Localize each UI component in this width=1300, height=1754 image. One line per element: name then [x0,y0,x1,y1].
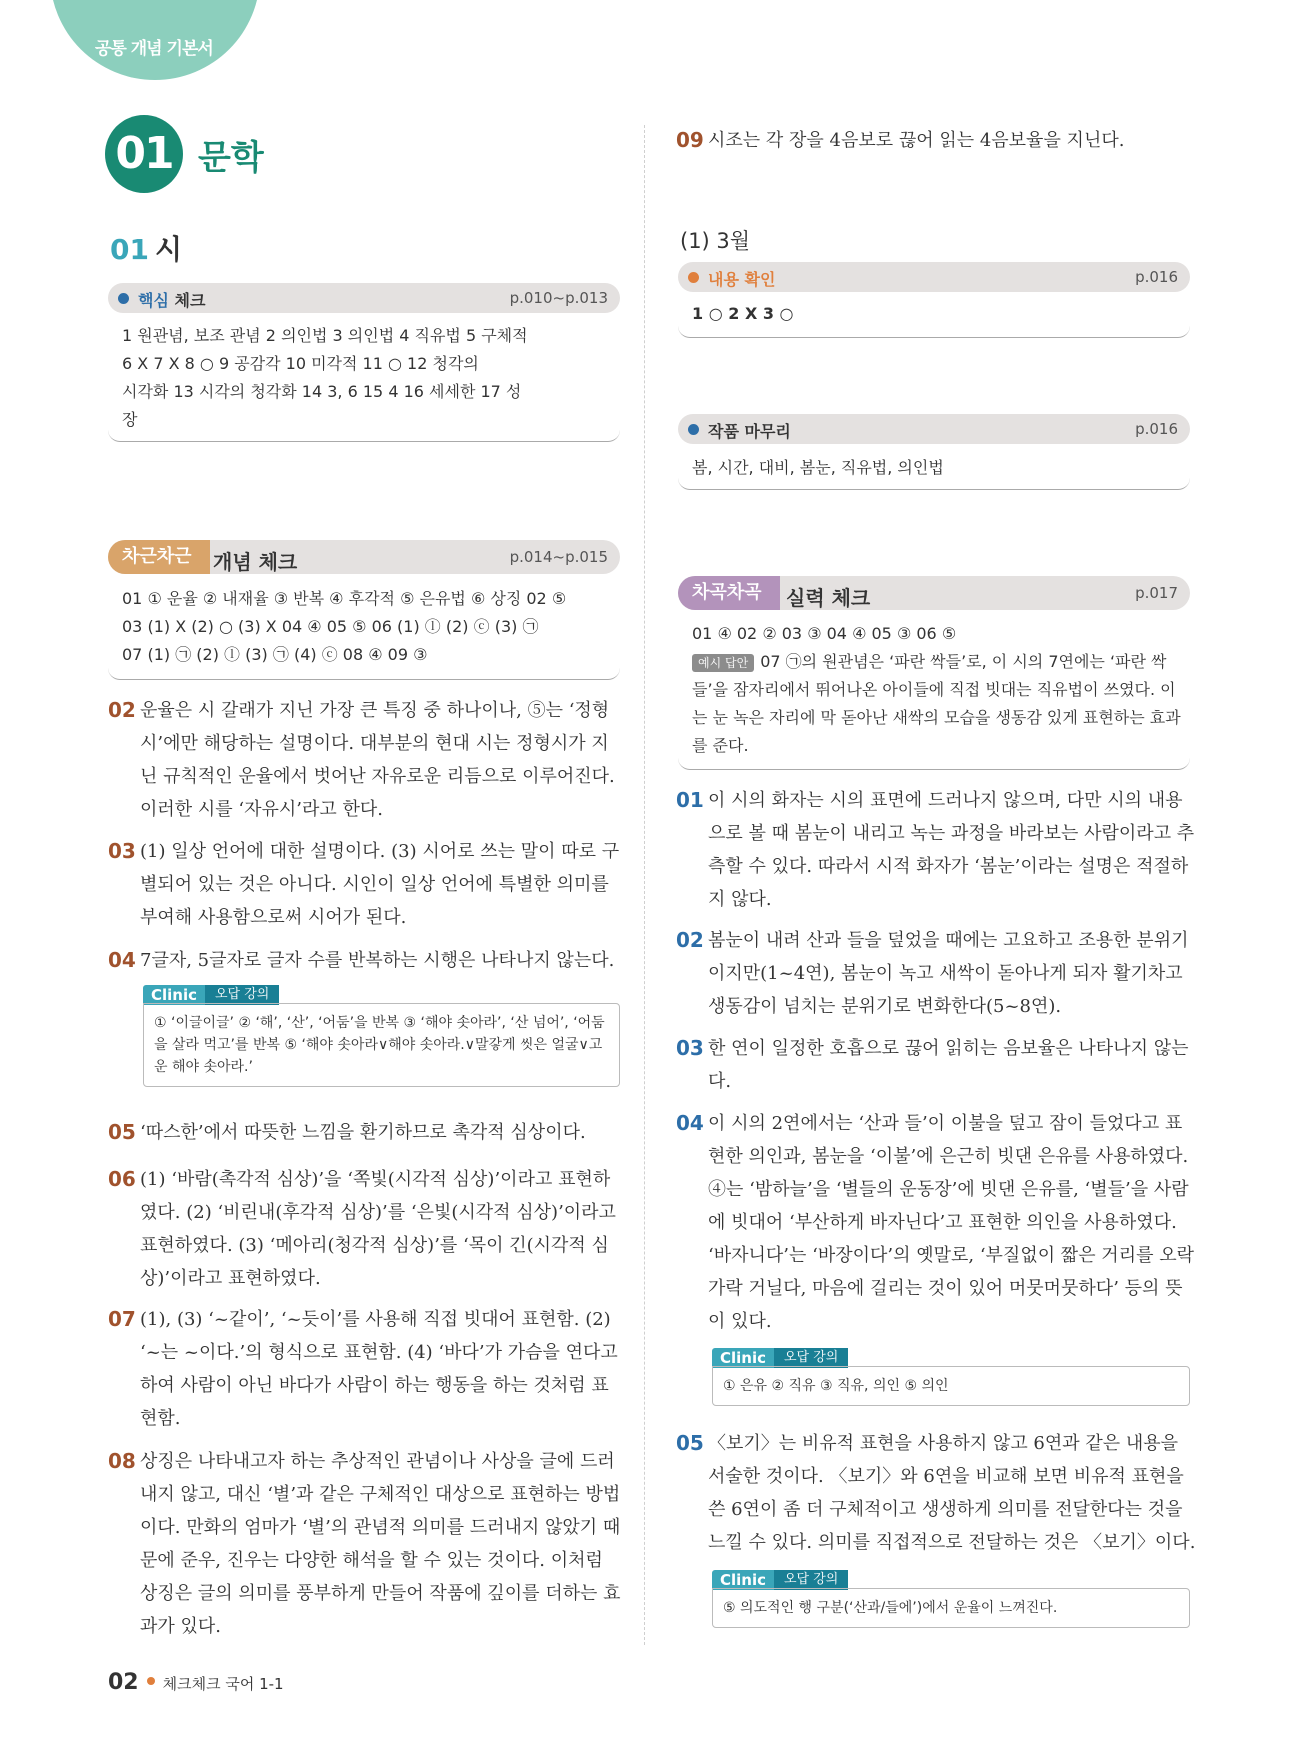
footer-dot [147,1677,155,1685]
skill-check-label: 실력 체크 [786,586,871,610]
work-finish-bar [678,414,1190,444]
content-check-answers: 1 ○ 2 X 3 ○ [692,304,794,323]
poem-title: (1) 3월 [680,229,751,253]
page-number: 02 [108,1670,139,1695]
work-finish-label: 작품 마무리 [708,422,791,441]
skill-check-pages: p.017 [1135,584,1178,602]
answer-item: 03 (1) 일상 언어에 대한 설명이다. (3) 시어로 쓰는 말이 따로 구별되어 있는 것은 아니다. 시인이 일상 언어에 특별한 의미를 부여해 사용함으로써 시어가 된다. [108,839,620,928]
answer-item: 04 이 시의 2연에서는 ‘산과 들’이 이불을 덮고 잠이 들었다고 표현한 의인과, 봄눈을 ‘이불’에 은근히 빗댄 은유를 사용하였다. ④는 ‘밤하늘’을 ‘별들의 운동장’에 빗댄 은유를, ‘별들’을 사람에 빗대어 ‘부산하게 바자닌다’고 표현한 의인을 사용하였다. ‘바자니다’는 ‘바장이다’의 옛말로, ‘부질없이 짧은 거리를 오락가락 거닐다, 마음에 걸리는 것이 있어 머뭇머뭇하다’ 등의 뜻이 있다. [676,1111,1194,1332]
content-check-bar [678,262,1190,292]
clinic-label: Clinic [143,985,205,1005]
core-check-box-bottom [108,430,620,442]
clinic-text: ① 은유 ② 직유 ③ 직유, 의인 ⑤ 의인 [712,1366,1190,1406]
clinic-text: ① ‘이글이글’ ② ‘해’, ‘산’, ‘어둠’을 반복 ③ ‘해야 솟아라’, ‘산 넘어’, ‘어둠을 살라 먹고’를 반복 ⑤ ‘해야 솟아라∨해야 솟아라.∨말갛게 씻은 얼굴∨고운 해야 솟아라.’ [143,1003,620,1087]
content-check-label: 내용 확인 [708,270,776,289]
column-divider [644,125,645,1645]
concept-check-tab-label: 차근차근 [108,540,210,574]
chapter-title: 문학 [198,138,264,178]
clinic-box [712,1570,1190,1630]
concept-check-label: 개념 체크 [213,550,298,574]
book-title: 체크체크 국어 1-1 [162,1675,284,1693]
section-title: 시 [154,233,183,266]
answer-item: 06 (1) ‘바람(촉각적 심상)’을 ‘쪽빛(시각적 심상)’이라고 표현하였다. (2) ‘비린내(후각적 심상)’를 ‘은빛(시각적 심상)’이라고 표현하였다. (3) ‘메아리(청각적 심상)’를 ‘목이 긴(시각적 심상)’이라고 표현하였다. [108,1167,616,1289]
skill-check-tab [678,576,1190,610]
core-check-bar [108,283,620,313]
chapter-number: 01 [105,115,183,193]
bullet-dot [118,293,129,304]
answer-item: 01 이 시의 화자는 시의 표면에 드러나지 않으며, 다만 시의 내용으로 볼 때 봄눈이 내리고 녹는 과정을 바라보는 사람이라고 추측할 수 있다. 따라서 시적 화자가 ‘봄눈’이라는 설명은 적절하지 않다. [676,788,1195,910]
skill-check-tab-label: 차곡차곡 [678,576,780,610]
work-finish-box-bottom [678,478,1190,490]
content-check-box-bottom [678,326,1190,338]
concept-check-box-bottom [108,668,620,680]
answer-item: 03 한 연이 일정한 호흡으로 끊어 읽히는 음보율은 나타나지 않는다. [676,1036,1189,1092]
skill-check-answers: 01 ④ 02 ② 03 ③ 04 ④ 05 ③ 06 ⑤ 예시 답안 07 ㉠의 원관념은 ‘파란 싹들’로, 이 시의 7연에는 ‘파란 싹들’을 잠자리에서 뛰어나온 아이들에 직접 빗대는 직유법이 쓰였다. 이는 눈 녹은 자리에 막 돋아난 새싹의 모습을 생동감 있게 표현하는 효과를 준다. [692,624,1181,755]
section-heading [110,228,182,268]
answer-item: 02 운율은 시 갈래가 지닌 가장 큰 특징 중 하나이나, ⑤는 ‘정형시’에만 해당하는 설명이다. 대부분의 현대 시는 정형시가 지닌 규칙적인 운율에서 벗어난 자유로운 리듬으로 이루어진다. 이러한 시를 ‘자유시’라고 한다. [108,698,615,820]
work-finish-pages: p.016 [1135,420,1178,438]
clinic-label: Clinic [712,1570,774,1590]
clinic-sub-label: 오답 강의 [774,1348,848,1368]
clinic-box [143,985,620,1095]
core-check-label: 핵심 체크 [138,291,206,310]
corner-label: 공통 개념 기본서 [95,39,213,59]
answer-item: 07 (1), (3) ‘~같이’, ‘~듯이’를 사용해 직접 빗대어 표현함. (2) ‘~는 ~이다.’의 형식으로 표현함. (4) ‘바다’가 가슴을 연다고 하여 사람이 아닌 바다가 사람이 하는 행동을 하는 것처럼 표현함. [108,1307,618,1429]
concept-check-pages: p.014~p.015 [509,548,608,566]
clinic-sub-label: 오답 강의 [205,985,279,1005]
clinic-text: ⑤ 의도적인 행 구분(‘산과/들에’)에서 운율이 느껴진다. [712,1588,1190,1628]
section-number: 01 [110,233,149,266]
example-answer-tag: 예시 답안 [692,654,754,672]
bullet-dot [688,424,699,435]
answer-item: 09 시조는 각 장을 4음보로 끊어 읽는 4음보율을 지닌다. [676,128,1125,152]
clinic-sub-label: 오답 강의 [774,1570,848,1590]
work-finish-answers: 봄, 시간, 대비, 봄눈, 직유법, 의인법 [692,458,944,477]
clinic-box [712,1348,1190,1408]
clinic-label: Clinic [712,1348,774,1368]
core-check-answers: 1 원관념, 보조 관념 2 의인법 3 의인법 4 직유법 5 구체적 6 X 7 X 8 ○ 9 공감각 10 미각적 11 ○ 12 청각의 시각화 13 시각의 청각화 14 3, 6 15 4 16 세세한 17 성 장 [122,326,528,429]
answer-item: 02 봄눈이 내려 산과 들을 덮었을 때에는 고요하고 조용한 분위기이지만(1~4연), 봄눈이 녹고 새싹이 돋아나게 되자 활기차고 생동감이 넘치는 분위기로 변화한다(5~8연). [676,928,1189,1017]
answer-item: 08 상징은 나타내고자 하는 추상적인 관념이나 사상을 글에 드러내지 않고, 대신 ‘별’과 같은 구체적인 대상으로 표현하는 방법이다. 만화의 엄마가 ‘별’의 관념적 의미를 드러내지 않았기 때문에 준우, 진우는 다양한 해석을 할 수 있는 것이다. 이처럼 상징은 글의 의미를 풍부하게 만들어 작품에 깊이를 더하는 효과가 있다. [108,1449,621,1637]
core-check-pages: p.010~p.013 [509,289,608,307]
bullet-dot [688,272,699,283]
answer-item: 04 7글자, 5글자로 글자 수를 반복하는 시행은 나타나지 않는다. [108,948,615,972]
page-footer [108,1670,284,1695]
answer-item: 05 ‘따스한’에서 따뜻한 느낌을 환기하므로 촉각적 심상이다. [108,1120,586,1144]
answer-item: 05 〈보기〉는 비유적 표현을 사용하지 않고 6연과 같은 내용을 서술한 것이다. 〈보기〉와 6연을 비교해 보면 비유적 표현을 쓴 6연이 좀 더 구체적이고 생생하게 의미를 전달한다는 것을 느낄 수 있다. 의미를 직접적으로 전달하는 것은 〈보기〉이다. [676,1431,1196,1553]
concept-check-tab [108,540,620,574]
content-check-pages: p.016 [1135,268,1178,286]
concept-check-answers: 01 ① 운율 ② 내재율 ③ 반복 ④ 후각적 ⑤ 은유법 ⑥ 상징 02 ⑤ 03 (1) X (2) ○ (3) X 04 ④ 05 ⑤ 06 (1) ⓛ (2) ⓒ (3) ㉠ 07 (1) ㉠ (2) ⓛ (3) ㉠ (4) ⓒ 08 ④ 09 ③ [122,589,567,664]
skill-check-box-bottom [678,758,1190,770]
